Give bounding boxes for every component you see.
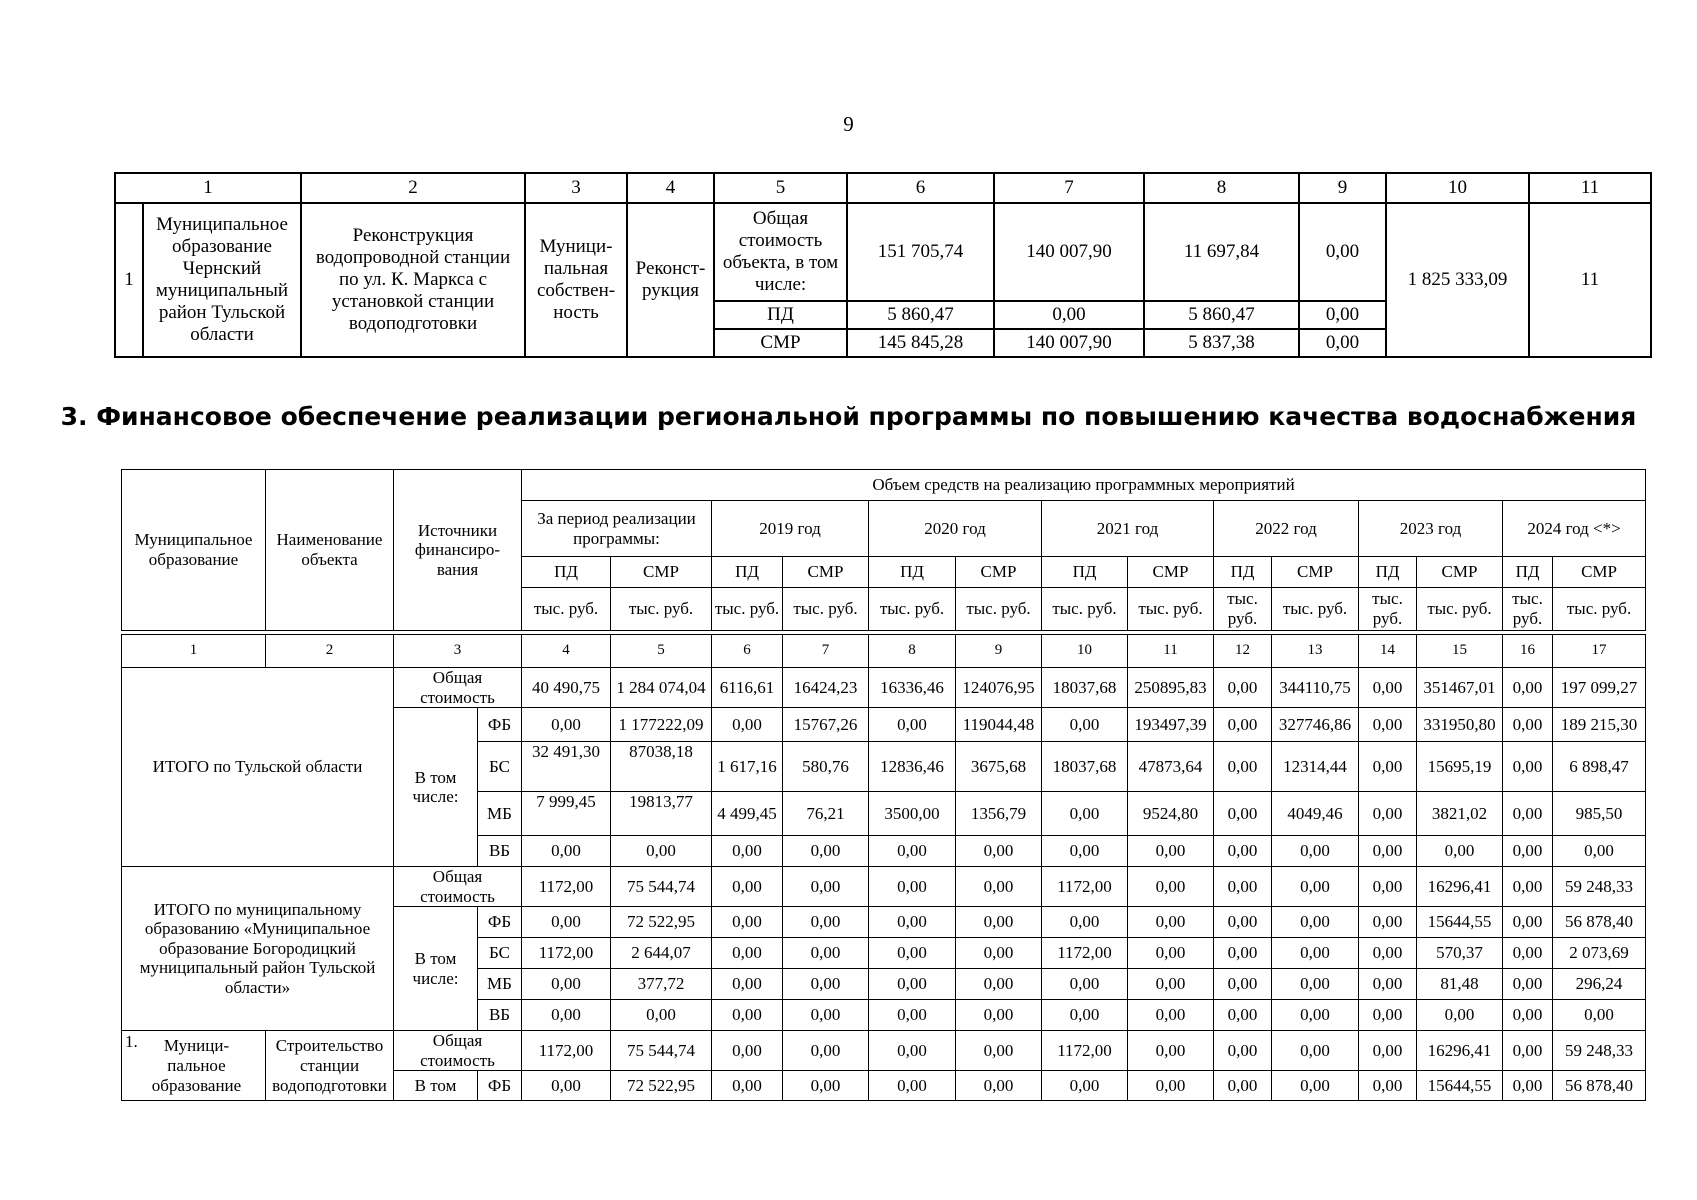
column-number: 15 xyxy=(1417,635,1503,668)
value-cell: 0,00 xyxy=(783,836,869,867)
column-number: 14 xyxy=(1359,635,1417,668)
header-period: За период реализации программы: xyxy=(522,501,712,557)
value-cell: 15644,55 xyxy=(1417,907,1503,938)
header-cell: 4 xyxy=(627,173,714,203)
value-cell: 1 825 333,09 xyxy=(1386,203,1529,357)
value-cell: 6116,61 xyxy=(712,668,783,708)
value-cell: 327746,86 xyxy=(1272,708,1359,742)
header-year: 2022 год xyxy=(1214,501,1359,557)
value-cell: 0,00 xyxy=(956,836,1042,867)
header-pd: ПД xyxy=(1359,557,1417,588)
value-cell: 75 544,74 xyxy=(611,1031,712,1071)
row-number: 1 xyxy=(115,203,143,357)
value-cell: 0,00 xyxy=(522,907,611,938)
value-cell: 0,00 xyxy=(1272,907,1359,938)
value-cell: 0,00 xyxy=(1359,1071,1417,1101)
source-code: ФБ xyxy=(478,708,522,742)
item-municipality xyxy=(122,1031,266,1101)
value-cell: 0,00 xyxy=(1214,836,1272,867)
value-cell: 0,00 xyxy=(712,907,783,938)
value-cell: 0,00 xyxy=(956,1031,1042,1071)
header-cell: 7 xyxy=(994,173,1144,203)
value-cell: 0,00 xyxy=(1214,708,1272,742)
header-unit: тыс. руб. xyxy=(611,588,712,631)
object-table-header xyxy=(115,173,1651,203)
value-cell: 1172,00 xyxy=(1042,1031,1128,1071)
pd-label-cell: ПД xyxy=(714,301,847,329)
header-unit: тыс. руб. xyxy=(869,588,956,631)
value-cell: 0,00 xyxy=(1214,1071,1272,1101)
source-code: ВБ xyxy=(478,1000,522,1031)
value-cell: 0,00 xyxy=(1359,708,1417,742)
value-cell: 0,00 xyxy=(1214,969,1272,1000)
header-smr: СМР xyxy=(1553,557,1646,588)
value-cell: 0,00 xyxy=(1128,1031,1214,1071)
value-cell: 0,00 xyxy=(712,708,783,742)
header-unit: тыс. руб. xyxy=(1214,588,1272,631)
value-cell: 0,00 xyxy=(1272,1000,1359,1031)
financing-table-header xyxy=(122,470,1646,631)
value-cell: 0,00 xyxy=(1214,938,1272,969)
value-cell: 0,00 xyxy=(1503,708,1553,742)
section-title: 3. Финансовое обеспечение реализации региональной программы по повышению качества водоснабжения xyxy=(60,402,1637,431)
value-cell: 189 215,30 xyxy=(1553,708,1646,742)
value-cell: 1 284 074,04 xyxy=(611,668,712,708)
value-cell: 16424,23 xyxy=(783,668,869,708)
total-cost-label: Общая стоимость xyxy=(394,1031,522,1071)
value-cell: 4 499,45 xyxy=(712,792,783,836)
value-cell: 15767,26 xyxy=(783,708,869,742)
value-cell: 0,00 xyxy=(869,969,956,1000)
value-cell: 1172,00 xyxy=(522,1031,611,1071)
value-cell: 0,00 xyxy=(1503,938,1553,969)
value-cell: 16296,41 xyxy=(1417,1031,1503,1071)
value-cell: 0,00 xyxy=(712,836,783,867)
item-number: 1. xyxy=(125,1032,138,1052)
total-label-cell: Общая стоимость объекта, в том числе: xyxy=(714,203,847,301)
value-cell: 0,00 xyxy=(869,1000,956,1031)
value-cell: 0,00 xyxy=(956,938,1042,969)
value-cell: 5 860,47 xyxy=(847,301,994,329)
value-cell: 0,00 xyxy=(1272,969,1359,1000)
value-cell: 12314,44 xyxy=(1272,742,1359,792)
smr-label-cell: СМР xyxy=(714,329,847,357)
including-label: В том числе: xyxy=(394,708,478,867)
value-cell: 47873,64 xyxy=(1128,742,1214,792)
table-row xyxy=(115,203,1651,301)
value-cell: 0,00 xyxy=(712,1071,783,1101)
value-cell: 1172,00 xyxy=(522,938,611,969)
column-number: 12 xyxy=(1214,635,1272,668)
column-number: 11 xyxy=(1128,635,1214,668)
value-cell: 0,00 xyxy=(1553,1000,1646,1031)
value-cell: 0,00 xyxy=(522,708,611,742)
value-cell: 0,00 xyxy=(869,938,956,969)
value-cell: 1356,79 xyxy=(956,792,1042,836)
value-cell: 0,00 xyxy=(522,836,611,867)
value-cell: 140 007,90 xyxy=(994,329,1144,357)
value-cell: 0,00 xyxy=(1042,907,1128,938)
header-year: 2024 год <*> xyxy=(1503,501,1646,557)
value-cell: 0,00 xyxy=(956,1000,1042,1031)
value-cell: 344110,75 xyxy=(1272,668,1359,708)
header-unit: тыс. руб. xyxy=(1553,588,1646,631)
table-row xyxy=(122,867,1646,907)
value-cell: 0,00 xyxy=(783,907,869,938)
value-cell: 0,00 xyxy=(1272,938,1359,969)
header-cell: 1 xyxy=(115,173,301,203)
value-cell: 0,00 xyxy=(956,969,1042,1000)
column-number: 3 xyxy=(394,635,522,668)
header-cell: 6 xyxy=(847,173,994,203)
value-cell: 2 644,07 xyxy=(611,938,712,969)
work-type-cell: Реконст-рукция xyxy=(627,203,714,357)
value-cell: 377,72 xyxy=(611,969,712,1000)
total-cost-label: Общая стоимость xyxy=(394,668,522,708)
header-cell: 8 xyxy=(1144,173,1299,203)
value-cell: 0,00 xyxy=(1359,836,1417,867)
value-cell: 0,00 xyxy=(1503,668,1553,708)
value-cell: 0,00 xyxy=(1214,742,1272,792)
value-cell: 87038,18 xyxy=(611,742,712,792)
value-cell: 81,48 xyxy=(1417,969,1503,1000)
value-cell: 3821,02 xyxy=(1417,792,1503,836)
value-cell: 145 845,28 xyxy=(847,329,994,357)
column-number: 6 xyxy=(712,635,783,668)
object-table xyxy=(114,172,1652,358)
header-unit: тыс. руб. xyxy=(1417,588,1503,631)
value-cell: 18037,68 xyxy=(1042,668,1128,708)
value-cell: 72 522,95 xyxy=(611,907,712,938)
header-pd: ПД xyxy=(869,557,956,588)
value-cell: 15695,19 xyxy=(1417,742,1503,792)
value-cell: 59 248,33 xyxy=(1553,1031,1646,1071)
source-code: ВБ xyxy=(478,836,522,867)
value-cell: 0,00 xyxy=(1503,742,1553,792)
value-cell: 0,00 xyxy=(956,907,1042,938)
header-sources: Источники финансиро-вания xyxy=(394,470,522,631)
header-cell: 3 xyxy=(525,173,627,203)
value-cell: 570,37 xyxy=(1417,938,1503,969)
value-cell: 76,21 xyxy=(783,792,869,836)
header-year: 2019 год xyxy=(712,501,869,557)
value-cell: 3500,00 xyxy=(869,792,956,836)
value-cell: 0,00 xyxy=(1359,668,1417,708)
value-cell: 580,76 xyxy=(783,742,869,792)
value-cell: 3675,68 xyxy=(956,742,1042,792)
value-cell: 0,00 xyxy=(1503,867,1553,907)
value-cell: 0,00 xyxy=(1214,668,1272,708)
value-cell: 0,00 xyxy=(1503,1000,1553,1031)
including-label: В том xyxy=(394,1071,478,1101)
value-cell: 0,00 xyxy=(1042,969,1128,1000)
column-number: 9 xyxy=(956,635,1042,668)
value-cell: 124076,95 xyxy=(956,668,1042,708)
source-code: МБ xyxy=(478,792,522,836)
value-cell: 0,00 xyxy=(1359,969,1417,1000)
value-cell: 9524,80 xyxy=(1128,792,1214,836)
value-cell: 0,00 xyxy=(869,708,956,742)
value-cell: 0,00 xyxy=(869,836,956,867)
value-cell: 0,00 xyxy=(1128,867,1214,907)
group-label: ИТОГО по муниципальному образованию «Муниципальное образование Богородицкий муниципальный район Тульской области» xyxy=(122,867,394,1031)
value-cell: 0,00 xyxy=(1272,1071,1359,1101)
value-cell: 0,00 xyxy=(1417,836,1503,867)
value-cell: 0,00 xyxy=(1128,907,1214,938)
value-cell: 0,00 xyxy=(956,867,1042,907)
value-cell: 59 248,33 xyxy=(1553,867,1646,907)
value-cell: 72 522,95 xyxy=(611,1071,712,1101)
value-cell: 16296,41 xyxy=(1417,867,1503,907)
value-cell: 1172,00 xyxy=(1042,867,1128,907)
value-cell: 0,00 xyxy=(611,1000,712,1031)
value-cell: 193497,39 xyxy=(1128,708,1214,742)
municipality-cell: Муниципальное образование Чернский муниципальный район Тульской области xyxy=(143,203,301,357)
value-cell: 0,00 xyxy=(1214,867,1272,907)
value-cell: 0,00 xyxy=(1128,969,1214,1000)
value-cell: 140 007,90 xyxy=(994,203,1144,301)
header-year: 2020 год xyxy=(869,501,1042,557)
financing-table-body xyxy=(122,668,1646,1101)
value-cell: 1 617,16 xyxy=(712,742,783,792)
header-unit: тыс. руб. xyxy=(712,588,783,631)
value-cell: 0,00 xyxy=(1503,836,1553,867)
value-cell: 0,00 xyxy=(522,969,611,1000)
value-cell: 0,00 xyxy=(1128,1000,1214,1031)
value-cell: 32 491,30 xyxy=(522,742,611,792)
value-cell: 56 878,40 xyxy=(1553,907,1646,938)
financing-table xyxy=(121,469,1646,1101)
value-cell: 0,00 xyxy=(869,867,956,907)
value-cell: 0,00 xyxy=(1272,867,1359,907)
value-cell: 0,00 xyxy=(712,1031,783,1071)
ownership-cell: Муници-пальная собствен-ность xyxy=(525,203,627,357)
column-number: 16 xyxy=(1503,635,1553,668)
value-cell: 119044,48 xyxy=(956,708,1042,742)
value-cell: 0,00 xyxy=(1128,1071,1214,1101)
value-cell: 15644,55 xyxy=(1417,1071,1503,1101)
value-cell: 0,00 xyxy=(1503,907,1553,938)
header-smr: СМР xyxy=(611,557,712,588)
value-cell: 250895,83 xyxy=(1128,668,1214,708)
column-number: 1 xyxy=(122,635,266,668)
value-cell: 16336,46 xyxy=(869,668,956,708)
value-cell: 0,00 xyxy=(1299,203,1386,301)
value-cell: 0,00 xyxy=(1503,969,1553,1000)
value-cell: 18037,68 xyxy=(1042,742,1128,792)
header-unit: тыс. руб. xyxy=(1042,588,1128,631)
header-unit: тыс. руб. xyxy=(522,588,611,631)
column-number: 5 xyxy=(611,635,712,668)
value-cell: 0,00 xyxy=(869,1031,956,1071)
value-cell: 0,00 xyxy=(1553,836,1646,867)
header-smr: СМР xyxy=(956,557,1042,588)
value-cell: 0,00 xyxy=(1128,938,1214,969)
value-cell: 0,00 xyxy=(712,938,783,969)
value-cell: 5 837,38 xyxy=(1144,329,1299,357)
value-cell: 5 860,47 xyxy=(1144,301,1299,329)
header-smr: СМР xyxy=(783,557,869,588)
header-unit: тыс. руб. xyxy=(956,588,1042,631)
source-code: БС xyxy=(478,742,522,792)
header-cell: 5 xyxy=(714,173,847,203)
value-cell: 0,00 xyxy=(522,1071,611,1101)
object-name-cell: Реконструкция водопроводной станции по ул. К. Маркса с установкой станции водоподготовки xyxy=(301,203,525,357)
value-cell: 0,00 xyxy=(994,301,1144,329)
column-number: 4 xyxy=(522,635,611,668)
value-cell: 0,00 xyxy=(1272,1031,1359,1071)
header-pd: ПД xyxy=(1214,557,1272,588)
value-cell: 40 490,75 xyxy=(522,668,611,708)
value-cell: 0,00 xyxy=(1042,708,1128,742)
column-number: 10 xyxy=(1042,635,1128,668)
value-cell: 0,00 xyxy=(1359,742,1417,792)
header-smr: СМР xyxy=(1417,557,1503,588)
value-cell: 12836,46 xyxy=(869,742,956,792)
value-cell: 11 xyxy=(1529,203,1651,357)
value-cell: 7 999,45 xyxy=(522,792,611,836)
value-cell: 0,00 xyxy=(783,938,869,969)
header-unit: тыс. руб. xyxy=(1359,588,1417,631)
value-cell: 0,00 xyxy=(1359,1031,1417,1071)
header-pd: ПД xyxy=(1503,557,1553,588)
value-cell: 0,00 xyxy=(783,1071,869,1101)
source-code: ФБ xyxy=(478,907,522,938)
header-unit: тыс. руб. xyxy=(1128,588,1214,631)
group-label: ИТОГО по Тульской области xyxy=(122,668,394,867)
value-cell: 0,00 xyxy=(712,867,783,907)
value-cell: 0,00 xyxy=(1128,836,1214,867)
header-cell: 10 xyxy=(1386,173,1529,203)
source-code: МБ xyxy=(478,969,522,1000)
value-cell: 19813,77 xyxy=(611,792,712,836)
header-pd: ПД xyxy=(1042,557,1128,588)
page-number: 9 xyxy=(843,112,854,136)
value-cell: 0,00 xyxy=(1503,1031,1553,1071)
value-cell: 0,00 xyxy=(783,1000,869,1031)
header-object: Наименование объекта xyxy=(266,470,394,631)
value-cell: 0,00 xyxy=(611,836,712,867)
value-cell: 296,24 xyxy=(1553,969,1646,1000)
value-cell: 0,00 xyxy=(1359,867,1417,907)
value-cell: 56 878,40 xyxy=(1553,1071,1646,1101)
value-cell: 0,00 xyxy=(1359,792,1417,836)
value-cell: 0,00 xyxy=(522,1000,611,1031)
value-cell: 151 705,74 xyxy=(847,203,994,301)
value-cell: 0,00 xyxy=(1272,836,1359,867)
value-cell: 75 544,74 xyxy=(611,867,712,907)
value-cell: 1 177222,09 xyxy=(611,708,712,742)
value-cell: 0,00 xyxy=(1042,836,1128,867)
header-municipality: Муниципальное образование xyxy=(122,470,266,631)
value-cell: 0,00 xyxy=(869,907,956,938)
value-cell: 331950,80 xyxy=(1417,708,1503,742)
value-cell: 6 898,47 xyxy=(1553,742,1646,792)
header-pd: ПД xyxy=(522,557,611,588)
total-cost-label: Общая стоимость xyxy=(394,867,522,907)
value-cell: 0,00 xyxy=(1417,1000,1503,1031)
value-cell: 0,00 xyxy=(1214,907,1272,938)
column-number: 17 xyxy=(1553,635,1646,668)
source-code: ФБ xyxy=(478,1071,522,1101)
including-label: В том числе: xyxy=(394,907,478,1031)
value-cell: 1172,00 xyxy=(522,867,611,907)
value-cell: 0,00 xyxy=(956,1071,1042,1101)
value-cell: 0,00 xyxy=(1214,792,1272,836)
value-cell: 0,00 xyxy=(1042,792,1128,836)
value-cell: 0,00 xyxy=(1359,938,1417,969)
value-cell: 11 697,84 xyxy=(1144,203,1299,301)
value-cell: 0,00 xyxy=(712,969,783,1000)
column-number: 2 xyxy=(266,635,394,668)
header-smr: СМР xyxy=(1272,557,1359,588)
value-cell: 0,00 xyxy=(1299,329,1386,357)
header-cell: 9 xyxy=(1299,173,1386,203)
header-unit: тыс. руб. xyxy=(1272,588,1359,631)
value-cell: 0,00 xyxy=(783,969,869,1000)
value-cell: 0,00 xyxy=(783,1031,869,1071)
value-cell: 0,00 xyxy=(1299,301,1386,329)
item-object: Строительство станции водоподготовки xyxy=(266,1031,394,1101)
table-row xyxy=(122,668,1646,708)
value-cell: 2 073,69 xyxy=(1553,938,1646,969)
header-volume: Объем средств на реализацию программных мероприятий xyxy=(522,470,1646,501)
value-cell: 0,00 xyxy=(712,1000,783,1031)
value-cell: 0,00 xyxy=(783,867,869,907)
value-cell: 0,00 xyxy=(869,1071,956,1101)
header-year: 2023 год xyxy=(1359,501,1503,557)
value-cell: 985,50 xyxy=(1553,792,1646,836)
value-cell: 0,00 xyxy=(1503,792,1553,836)
header-year: 2021 год xyxy=(1042,501,1214,557)
header-unit: тыс. руб. xyxy=(1503,588,1553,631)
header-smr: СМР xyxy=(1128,557,1214,588)
value-cell: 0,00 xyxy=(1503,1071,1553,1101)
value-cell: 0,00 xyxy=(1214,1031,1272,1071)
header-unit: тыс. руб. xyxy=(783,588,869,631)
value-cell: 1172,00 xyxy=(1042,938,1128,969)
value-cell: 0,00 xyxy=(1214,1000,1272,1031)
value-cell: 4049,46 xyxy=(1272,792,1359,836)
item-municipality-label: Муници-пальное образование xyxy=(151,1036,242,1095)
value-cell: 0,00 xyxy=(1359,1000,1417,1031)
header-pd: ПД xyxy=(712,557,783,588)
header-cell: 2 xyxy=(301,173,525,203)
value-cell: 0,00 xyxy=(1359,907,1417,938)
value-cell: 0,00 xyxy=(1042,1071,1128,1101)
column-number: 7 xyxy=(783,635,869,668)
column-number: 8 xyxy=(869,635,956,668)
value-cell: 197 099,27 xyxy=(1553,668,1646,708)
value-cell: 351467,01 xyxy=(1417,668,1503,708)
column-number: 13 xyxy=(1272,635,1359,668)
source-code: БС xyxy=(478,938,522,969)
header-cell: 11 xyxy=(1529,173,1651,203)
value-cell: 0,00 xyxy=(1042,1000,1128,1031)
table-row xyxy=(122,1031,1646,1071)
